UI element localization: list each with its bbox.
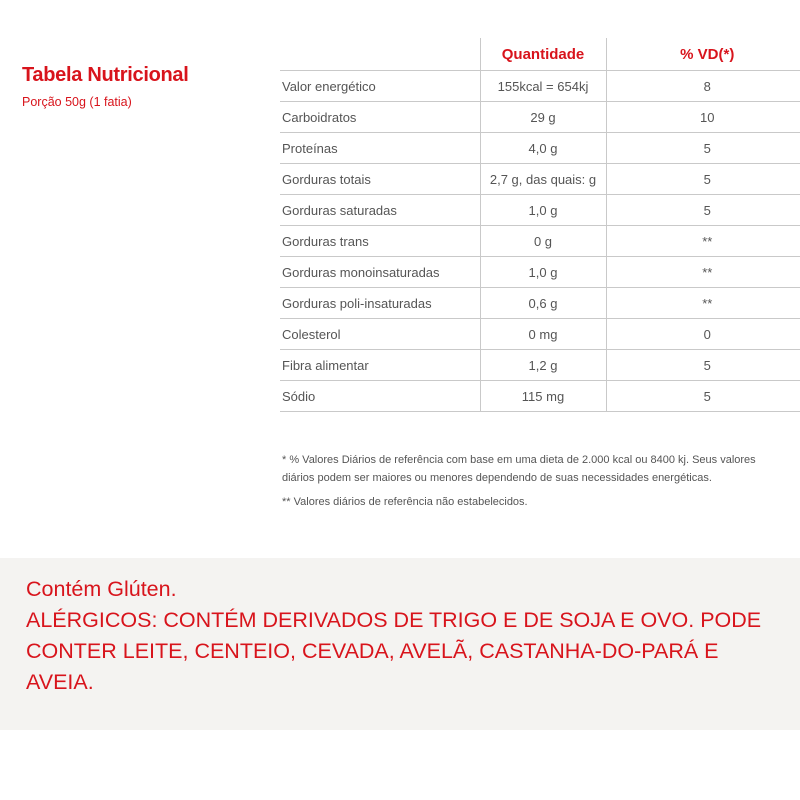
page-title: Tabela Nutricional [22, 64, 189, 86]
column-header-vd: % VD(*) [606, 38, 800, 71]
nutrient-name: Proteínas [280, 133, 480, 164]
footnote-vd: * % Valores Diários de referência com base em uma dieta de 2.000 kcal ou 8400 kj. Seus valores diários podem ser maiores ou menores dependendo de suas necessidades energéticas. [282, 454, 756, 484]
nutrient-name: Colesterol [280, 319, 480, 350]
nutrient-quantity: 1,0 g [480, 257, 606, 288]
table-row [280, 71, 800, 102]
table-row [280, 102, 800, 133]
nutrient-quantity: 1,0 g [480, 195, 606, 226]
nutrient-vd: ** [606, 257, 800, 288]
table-row [280, 133, 800, 164]
nutrient-name: Gorduras totais [280, 164, 480, 195]
gluten-notice: Contém Glúten. [26, 577, 177, 601]
nutrient-quantity: 0 g [480, 226, 606, 257]
nutrient-vd: 5 [606, 164, 800, 195]
table-row [280, 288, 800, 319]
nutrient-name: Gorduras trans [280, 226, 480, 257]
nutrient-name: Sódio [280, 381, 480, 412]
nutrient-name: Valor energético [280, 71, 480, 102]
table-row [280, 226, 800, 257]
nutrient-vd: 5 [606, 133, 800, 164]
table-row [280, 350, 800, 381]
header-blank-cell [280, 38, 480, 71]
column-header-quantity: Quantidade [480, 38, 606, 71]
nutrient-name: Gorduras saturadas [280, 195, 480, 226]
table-row [280, 164, 800, 195]
nutrient-quantity: 29 g [480, 102, 606, 133]
table-body [280, 71, 800, 412]
nutrient-vd: ** [606, 226, 800, 257]
nutrient-quantity: 155kcal = 654kj [480, 71, 606, 102]
nutrient-quantity: 0 mg [480, 319, 606, 350]
nutrient-name: Fibra alimentar [280, 350, 480, 381]
nutrient-vd: 8 [606, 71, 800, 102]
table-row [280, 195, 800, 226]
nutrition-table [280, 38, 800, 412]
table-header-row [280, 38, 800, 71]
table-row [280, 319, 800, 350]
nutrient-quantity: 0,6 g [480, 288, 606, 319]
allergen-panel [0, 558, 800, 730]
footnote-not-established: ** Valores diários de referência não estabelecidos. [282, 496, 528, 508]
nutrient-name: Gorduras poli-insaturadas [280, 288, 480, 319]
portion-size: Porção 50g (1 fatia) [22, 95, 132, 109]
nutrient-vd: 5 [606, 195, 800, 226]
nutrient-name: Carboidratos [280, 102, 480, 133]
footnotes [282, 451, 782, 517]
nutrient-name: Gorduras monoinsaturadas [280, 257, 480, 288]
table-row [280, 381, 800, 412]
allergen-text [26, 574, 796, 698]
title-block [22, 64, 189, 109]
table-row [280, 257, 800, 288]
nutrient-vd: 0 [606, 319, 800, 350]
nutrient-quantity: 1,2 g [480, 350, 606, 381]
nutrient-quantity: 2,7 g, das quais: g [480, 164, 606, 195]
nutrient-vd: 10 [606, 102, 800, 133]
nutrient-vd: ** [606, 288, 800, 319]
nutrient-quantity: 115 mg [480, 381, 606, 412]
nutrient-quantity: 4,0 g [480, 133, 606, 164]
allergen-line-1: ALÉRGICOS: CONTÉM DERIVADOS DE TRIGO E DE SOJA E OVO. PODE [26, 608, 762, 632]
nutrient-vd: 5 [606, 381, 800, 412]
allergen-line-2: CONTER LEITE, CENTEIO, CEVADA, AVELÃ, CASTANHA-DO-PARÁ E [26, 639, 719, 663]
allergen-line-3: AVEIA. [26, 670, 94, 694]
nutrient-vd: 5 [606, 350, 800, 381]
